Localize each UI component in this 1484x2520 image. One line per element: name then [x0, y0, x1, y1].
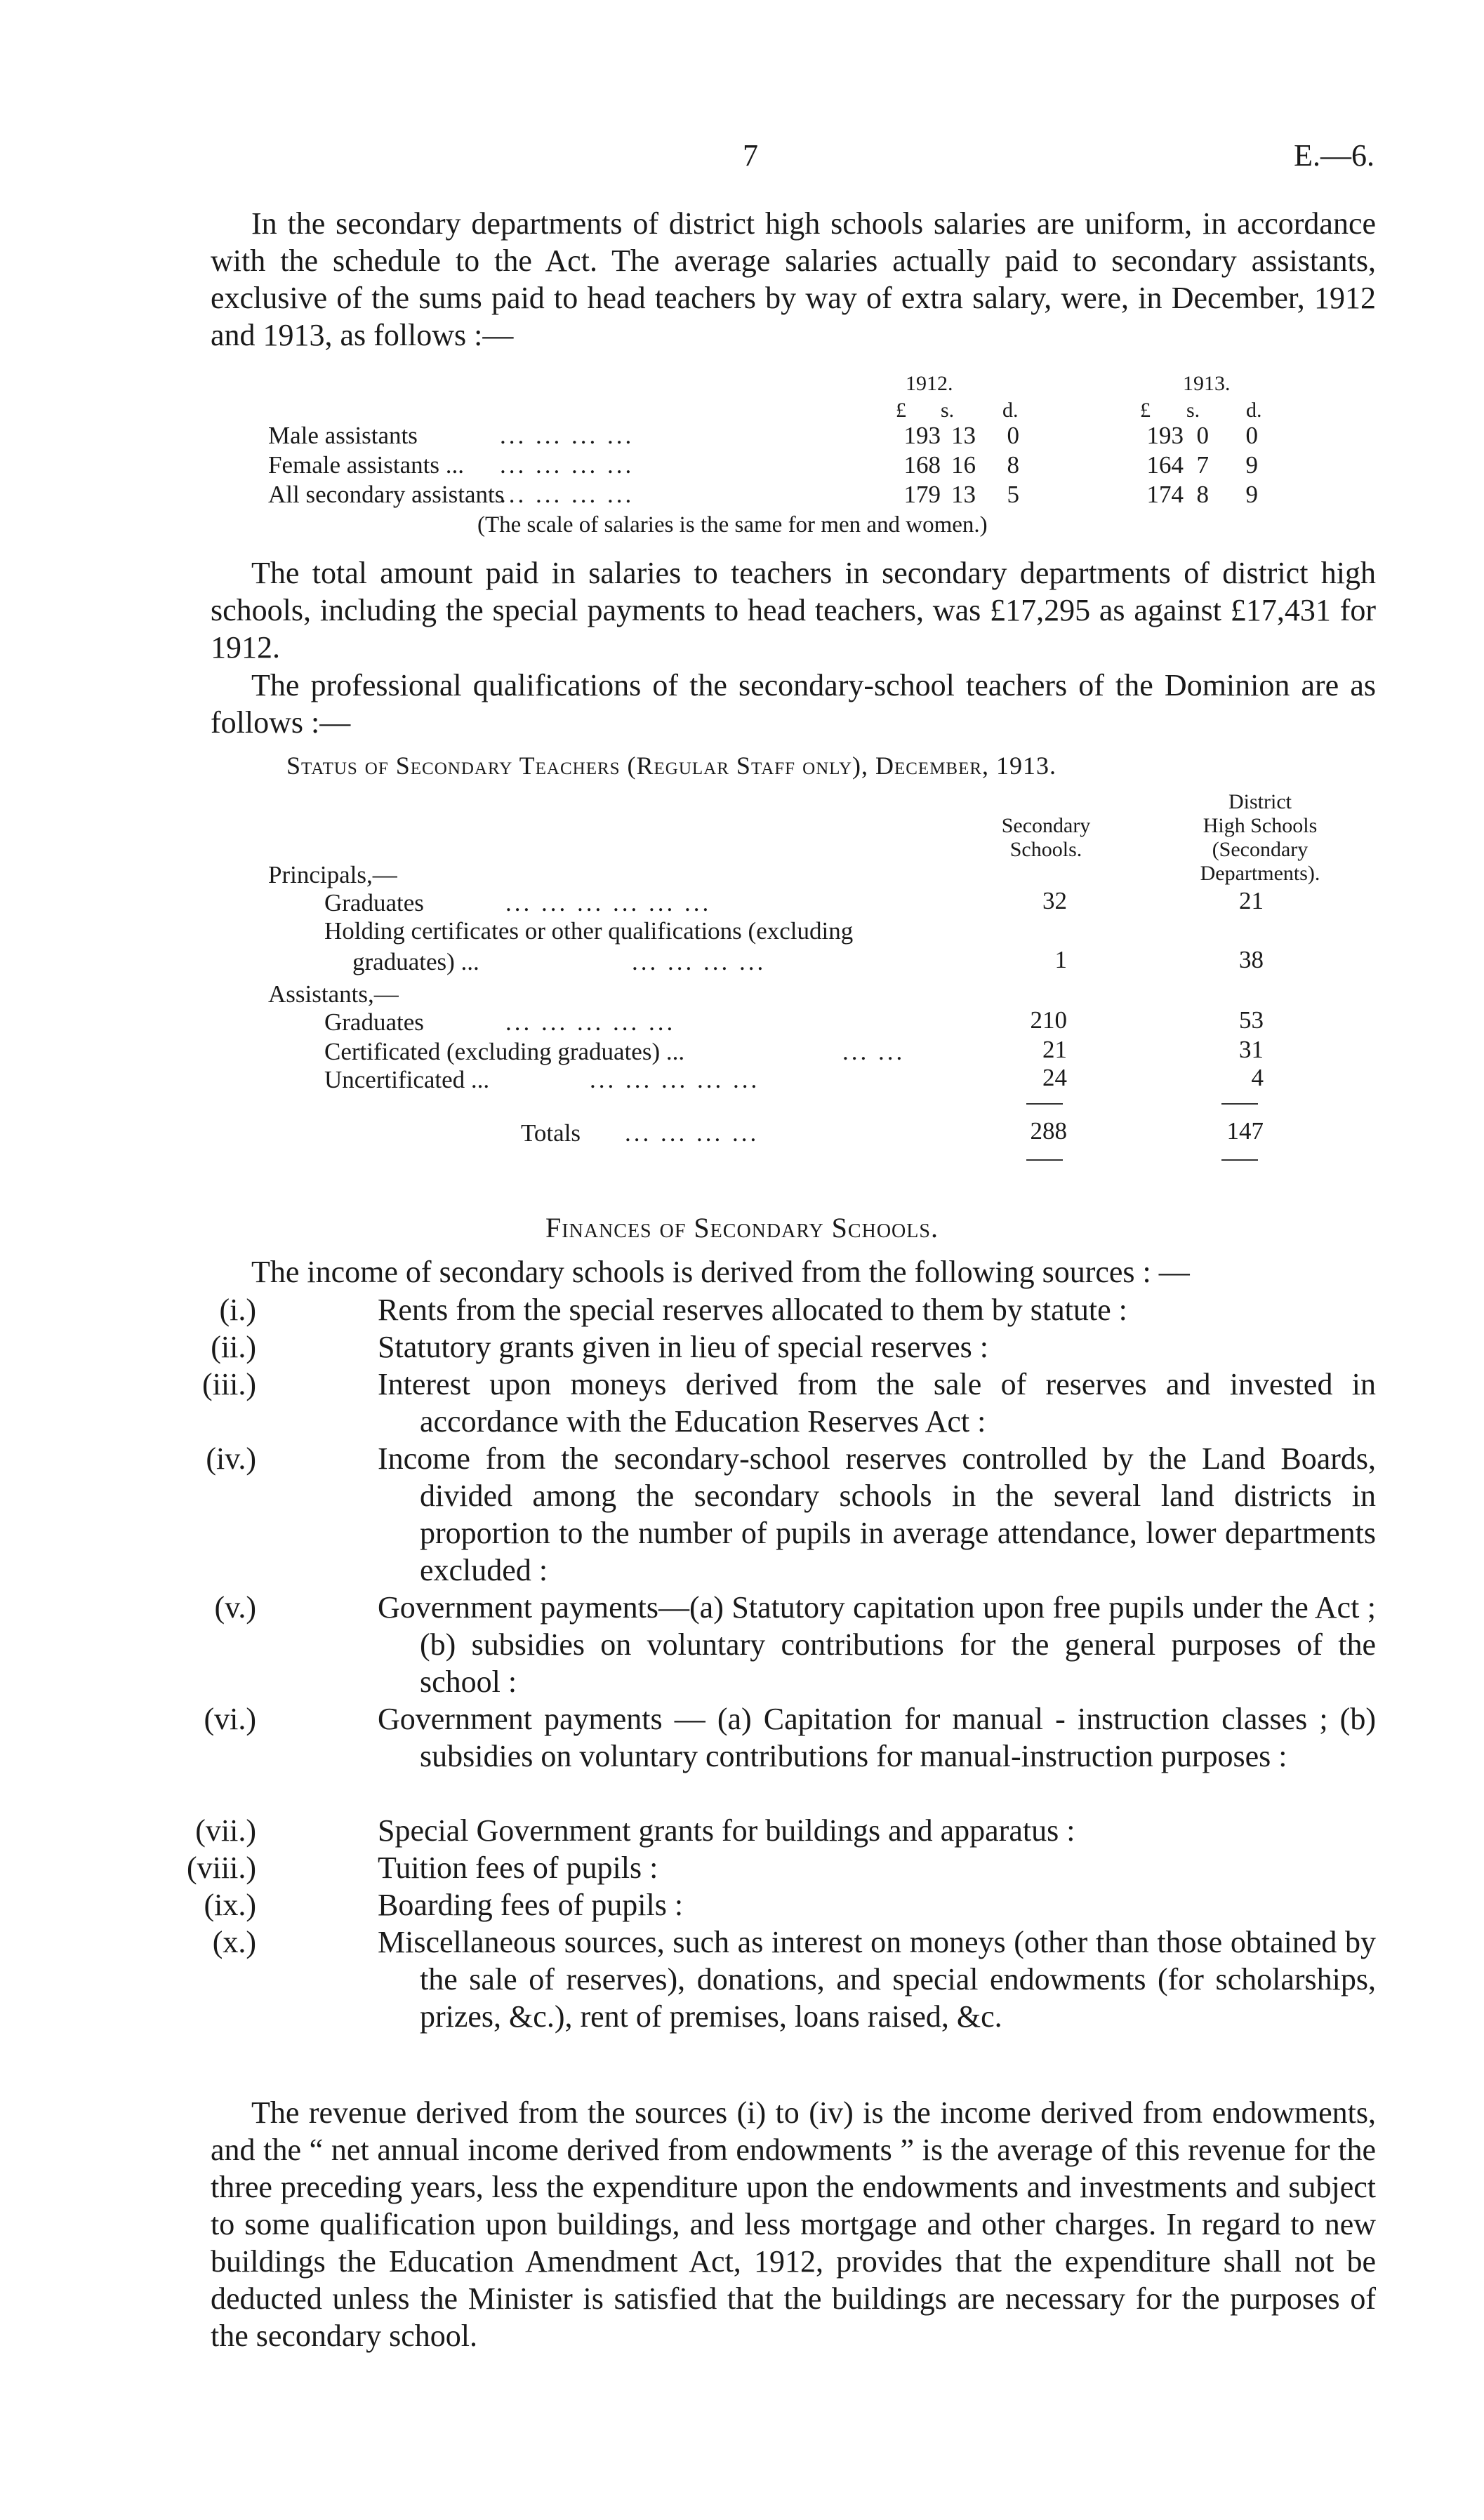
leader-dots: ... ... ... ... ... — [505, 1008, 676, 1036]
assistants-label: Assistants,— — [268, 980, 399, 1008]
item-text-body: Boarding fees of pupils : — [378, 1888, 684, 1922]
item-text — [378, 1328, 1376, 1366]
leader-dots: ... ... ... ... — [500, 451, 635, 479]
header-line: High Schools — [1203, 814, 1318, 837]
header-line: Secondary — [1001, 814, 1091, 837]
item-text — [378, 1291, 1376, 1328]
total-secondary: 288 — [1030, 1117, 1067, 1145]
total-district: 147 — [1226, 1117, 1264, 1145]
leader-dots: ... ... ... ... — [500, 481, 635, 508]
item-text-body: Rents from the special reserves allocated to them by statute : — [378, 1293, 1127, 1327]
leader-dots: ... ... — [842, 1038, 906, 1065]
income-sources-intro: The income of secondary schools is derived from the following sources : — — [251, 1255, 1190, 1289]
sum-rule — [1026, 1103, 1063, 1105]
revenue-paragraph: The revenue derived from the sources (i) to (iv) is the income derived from endowments, and the “ net annual income derived from endowments ” is the average of this revenue for the three preceding years, less the expenditure upon the endowments and investments and subject to some qualification upon buildings, and less mortgage and other charges. In regard to new buildings the Education Amendment Act, 1912, provides that the expenditure shall not be deducted unless the Minister is satisfied that the buildings are necessary for the purposes of the secondary school. — [211, 2095, 1376, 2353]
unit-shillings: s. — [1186, 399, 1200, 422]
cell-pence: 9 — [1245, 451, 1258, 479]
header-line: Schools. — [1009, 838, 1082, 861]
header-line: Departments). — [1200, 862, 1320, 885]
cell-pence: 9 — [1245, 481, 1258, 508]
item-text — [378, 1886, 1376, 1924]
leader-dots: ... ... ... ... — [500, 422, 635, 449]
unit-pence: d. — [1246, 399, 1262, 422]
item-number: (vii.) — [195, 1813, 256, 1848]
row-label: Male assistants — [268, 422, 418, 449]
header-line: (Secondary — [1212, 838, 1309, 861]
item-number: (viii.) — [187, 1851, 256, 1885]
item-number: (i.) — [219, 1293, 256, 1327]
item-text — [378, 1700, 1376, 1775]
salary-row — [268, 479, 1321, 510]
item-text — [378, 1924, 1376, 2035]
cell-pence: 8 — [1007, 451, 1019, 479]
item-text — [378, 1366, 1376, 1440]
page-number: 7 — [743, 138, 758, 173]
cell-shillings: 8 — [1196, 481, 1209, 508]
year-1912-header: 1912. — [906, 372, 953, 395]
sum-rule — [1221, 1103, 1258, 1105]
leader-dots: ... ... ... ... ... — [590, 1066, 760, 1093]
salary-row — [268, 420, 1321, 451]
totals-label: Totals — [521, 1119, 581, 1147]
item-text — [378, 1589, 1376, 1700]
cell-district: 4 — [1251, 1064, 1264, 1091]
item-text-body: Government payments — (a) Capitation for manual - instruction classes ; (b) subsidies on voluntary contributions for manual-instruction purposes : — [378, 1702, 1376, 1773]
cell-district: 38 — [1239, 946, 1264, 973]
salary-total-paragraph: The total amount paid in salaries to teachers in secondary departments of district high schools, including the special payments to head teachers, was £17,295 as against £17,431 for 1912. — [211, 556, 1376, 665]
cell-secondary: 32 — [1042, 887, 1067, 914]
item-text — [378, 1849, 1376, 1886]
item-text-body: Interest upon moneys derived from the sale of reserves and invested in accordance with the Education Reserves Act : — [378, 1367, 1376, 1439]
unit-pounds: £ — [896, 399, 906, 422]
row-label: Uncertificated ... — [324, 1066, 490, 1093]
principals-label: Principals,— — [268, 861, 397, 888]
cell-pence: 0 — [1007, 422, 1019, 449]
row-label: Graduates — [324, 1008, 424, 1036]
cell-shillings: 13 — [951, 481, 976, 508]
cell-pounds: 168 — [903, 451, 941, 479]
item-number: (x.) — [212, 1925, 256, 1959]
item-number: (ix.) — [204, 1888, 256, 1922]
cell-secondary: 210 — [1030, 1006, 1067, 1034]
finances-heading: Finances of Secondary Schools. — [545, 1212, 939, 1244]
cell-secondary: 21 — [1042, 1036, 1067, 1063]
cell-shillings: 0 — [1196, 422, 1209, 449]
cell-district: 21 — [1239, 887, 1264, 914]
row-label: Female assistants ... — [268, 451, 464, 479]
item-number: (iii.) — [202, 1367, 256, 1401]
cell-secondary: 24 — [1042, 1064, 1067, 1091]
salary-note: (The scale of salaries is the same for men and women.) — [477, 512, 988, 538]
cell-shillings: 16 — [951, 451, 976, 479]
unit-shillings: s. — [941, 399, 955, 422]
district-high-schools-header — [1172, 790, 1348, 886]
unit-pence: d. — [1002, 399, 1019, 422]
item-text-body: Miscellaneous sources, such as interest on moneys (other than those obtained by the sale of reserves), donations, and special endowments (for scholarships, prizes, &c.), rent of premises, loans raised, &c. — [378, 1925, 1376, 2034]
item-text — [378, 1440, 1376, 1589]
cell-pounds: 193 — [903, 422, 941, 449]
document-reference: E.—6. — [1294, 138, 1374, 173]
cell-pounds: 164 — [1146, 451, 1184, 479]
qualifications-paragraph: The professional qualifications of the secondary-school teachers of the Dominion are as follows :— — [211, 668, 1376, 740]
cell-pounds: 193 — [1146, 422, 1184, 449]
cell-secondary: 1 — [1054, 946, 1067, 973]
unit-pounds: £ — [1140, 399, 1151, 422]
cell-pence: 5 — [1007, 481, 1019, 508]
row-label: All secondary assistants — [268, 481, 505, 508]
status-table-title: Status of Secondary Teachers (Regular Staff only), December, 1913. — [286, 752, 1057, 780]
item-text — [378, 1812, 1376, 1849]
item-number: (vi.) — [204, 1702, 256, 1736]
leader-dots: ... ... ... ... — [632, 948, 767, 975]
cell-pence: 0 — [1245, 422, 1258, 449]
item-number: (ii.) — [211, 1330, 256, 1364]
cell-district: 53 — [1239, 1006, 1264, 1034]
row-label: Certificated (excluding graduates) ... — [324, 1038, 685, 1065]
leader-dots: ... ... ... ... — [625, 1119, 760, 1147]
row-label-continued: graduates) ... — [352, 948, 479, 975]
item-text-body: Income from the secondary-school reserves controlled by the Land Boards, divided among the secondary schools in the several land districts in proportion to the number of pupils in average attendance, lower departments excluded : — [378, 1441, 1376, 1587]
intro-paragraph: In the secondary departments of district high schools salaries are uniform, in accordance with the schedule to the Act. The average salaries actually paid to secondary assistants, exclusive of the sums paid to head teachers by way of extra salary, were, in December, 1912 and 1913, as follows :— — [211, 206, 1376, 352]
cell-shillings: 13 — [951, 422, 976, 449]
row-label: Graduates — [324, 889, 424, 916]
cell-shillings: 7 — [1196, 451, 1209, 479]
item-number: (iv.) — [206, 1441, 256, 1476]
item-text-body: Special Government grants for buildings and apparatus : — [378, 1813, 1075, 1848]
item-text-body: Statutory grants given in lieu of special reserves : — [378, 1330, 988, 1364]
secondary-schools-header — [983, 814, 1109, 862]
header-line: District — [1228, 790, 1292, 813]
item-text-body: Government payments—(a) Statutory capitation upon free pupils under the Act ; (b) subsidies on voluntary contributions for the general purposes of the school : — [378, 1590, 1376, 1699]
cell-pounds: 179 — [903, 481, 941, 508]
item-number: (v.) — [214, 1590, 256, 1625]
row-label: Holding certificates or other qualifications (excluding — [324, 917, 854, 945]
year-1913-header: 1913. — [1183, 372, 1231, 395]
salary-row — [268, 449, 1321, 481]
cell-pounds: 174 — [1146, 481, 1184, 508]
total-rule — [1026, 1159, 1063, 1161]
cell-district: 31 — [1239, 1036, 1264, 1063]
item-text-body: Tuition fees of pupils : — [378, 1851, 658, 1885]
leader-dots: ... ... ... ... ... ... — [505, 889, 712, 916]
total-rule — [1221, 1159, 1258, 1161]
